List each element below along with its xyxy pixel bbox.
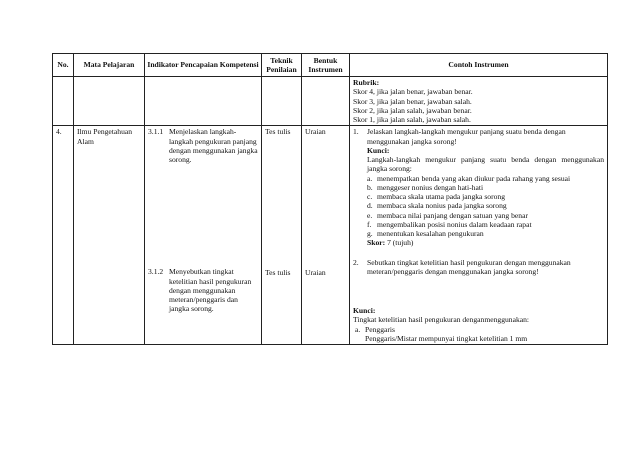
list-item: e. membaca nilai panjang dengan satuan yang benar [367, 210, 528, 220]
assessment-table [52, 53, 608, 345]
rubric-line: Skor 4, jika jalan benar, jawaban benar. [353, 87, 473, 97]
list-item: c. membaca skala utama pada jangka sorong [367, 192, 505, 201]
header-contoh: Contoh Instrumen [350, 54, 608, 77]
list-item: a. Penggaris [355, 324, 395, 334]
indicator-item: 3.1.2 Menyebutkan tingkat ketelitian hasil pengukuran dengan menggunakan meteran/penggaris dan jangka sorong. [148, 267, 252, 314]
header-row [53, 54, 608, 77]
list-item: d. membaca skala nonius pada jangka sorong [367, 201, 507, 211]
header-mata-pelajaran: Mata Pelajaran [74, 54, 145, 77]
list-item: f. mengembalikan posisi nonius dalam keadaan rapat [367, 219, 532, 229]
table-row [53, 77, 608, 126]
header-bentuk: Bentuk Instrumen [302, 54, 350, 77]
form-cell: Uraian Uraian [302, 126, 350, 345]
question-1: 1. Jelaskan langkah-langkah mengukur panjang suatu benda dengan menggunakan jangka sorong! [353, 127, 566, 146]
header-indikator: Indikator Pencapaian Kompetensi [145, 54, 262, 77]
score-line: Skor: 7 (tujuh) [367, 238, 414, 248]
rubric-cell [350, 77, 608, 126]
list-item: a. menempatkan benda yang akan diukur pada rahang yang sesuai [367, 173, 571, 183]
technique-cell: Tes tulis Tes tulis [262, 126, 302, 345]
header-teknik: Teknik Penilaian [262, 54, 302, 77]
list-item: g. menentukan kesalahan pengukuran [367, 229, 484, 238]
row-subject: Ilmu Pengetahuan Alam [74, 126, 145, 345]
question-2: 2. Sebutkan tingkat ketelitian hasil pengukuran dengan menggunakan meteran/penggaris dengan menggunakan jangka sorong! [353, 257, 571, 276]
rubric-line: Skor 3, jika jalan benar, jawaban salah. [353, 96, 472, 106]
header-no: No. [53, 54, 74, 77]
list-item: b. menggeser nonius dengan hati-hati [367, 182, 484, 192]
indicator-item: 3.1.1 Menjelaskan langkah-langkah pengukuran panjang dengan menggunakan jangka sorong. [148, 127, 258, 164]
table-row [53, 126, 608, 345]
rubric-line: Skor 1, jika jalan salah, jawaban salah. [353, 115, 471, 124]
row-number: 4. [53, 126, 74, 345]
indicator-cell [145, 126, 262, 345]
rubric-line: Skor 2, jika jalan salah, jawaban benar. [353, 105, 472, 115]
example-cell: 1. Jelaskan langkah-langkah mengukur panjang suatu benda dengan menggunakan jangka sorong! Kunci: Langkah-langkah mengukur panjang suatu benda dengan menggunakan jangka sorong: a. menempatkan benda yang akan diukur pada rahang yang sesuai b. menggeser nonius dengan hati-hati c. membaca skala utama pada jangka sorong d. membaca skala nonius pada jangka sorong e. membaca nilai panjang dengan satuan yang benar f. mengembalikan posisi nonius dalam keadaan rapat g. menentukan kesalahan pengukuran Skor: 7 (tujuh) 2. Sebutkan tingkat ketelitian hasil pengukuran dengan menggunakan meteran/penggaris dengan menggunakan jangka sorong! Kunci: Tingkat ketelitian hasil pengukuran denganmenggunakan: a. Penggaris Penggaris/Mistar mempunyai tingkat ketelitian 1 mm [350, 126, 608, 345]
rubric-title: Rubrik: [353, 78, 380, 87]
